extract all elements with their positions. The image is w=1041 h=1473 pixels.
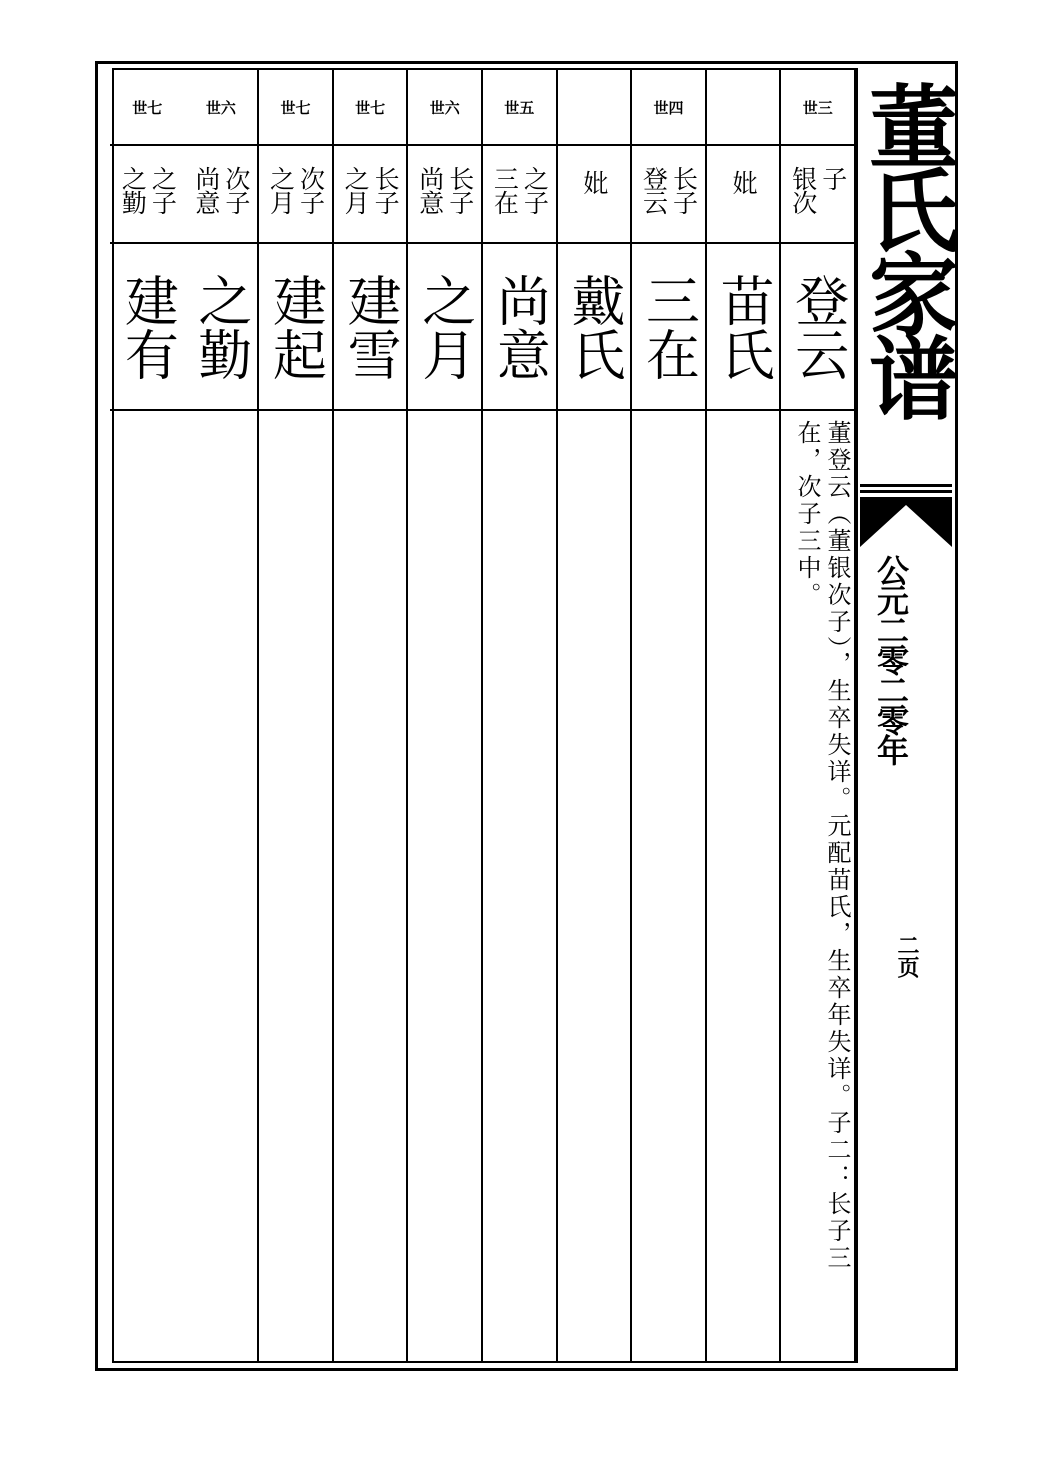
- person-name: 之月: [413, 272, 477, 381]
- person-name: 戴氏: [562, 272, 626, 381]
- relation-line: 次子: [296, 166, 326, 214]
- biography-text: [792, 420, 852, 1272]
- name-cell: [483, 244, 556, 411]
- relation-line: 长子: [669, 166, 699, 214]
- person-name: 苗氏: [712, 272, 776, 381]
- relation-cell: [408, 146, 481, 244]
- name-cell: [334, 244, 407, 411]
- relation-line: 之月: [341, 166, 371, 214]
- relation-line: 之勤: [118, 166, 148, 214]
- relation-cell: [483, 146, 556, 244]
- person-name: 尚意: [488, 272, 552, 381]
- year-label: 公元二零二零年: [872, 554, 910, 764]
- name-cell: [781, 244, 854, 411]
- table-column: [707, 70, 782, 1361]
- relation-line: 之月: [266, 166, 296, 214]
- relation-line: 妣: [729, 170, 759, 194]
- relation-line: 次子: [221, 166, 251, 214]
- relation-line: 妣: [579, 170, 609, 194]
- generation-cell: 世七: [259, 70, 332, 146]
- relation-cell: [334, 146, 407, 244]
- genealogy-table: [112, 68, 858, 1363]
- table-column: [781, 70, 856, 1361]
- name-cell: [707, 244, 780, 411]
- name-cell: [558, 244, 631, 411]
- relation-line: 尚意: [415, 166, 445, 214]
- title-divider: [860, 490, 952, 493]
- relation-cell: [185, 146, 258, 244]
- generation-cell: 世六: [185, 70, 258, 146]
- person-name: 登云: [786, 272, 850, 381]
- relation-cell: [558, 146, 631, 244]
- name-cell: [110, 244, 185, 411]
- document-title: 董氏家谱: [853, 80, 959, 416]
- relation-line: 银次: [788, 166, 818, 214]
- generation-cell: 世六: [408, 70, 481, 146]
- relation-line: 之子: [148, 166, 178, 214]
- relation-line: 长子: [445, 166, 475, 214]
- person-name: 建雪: [339, 272, 403, 381]
- table-column: [259, 70, 334, 1361]
- table-column: [185, 70, 260, 1361]
- relation-cell: [632, 146, 705, 244]
- relation-line: 尚意: [191, 166, 221, 214]
- relation-line: 长子: [371, 166, 401, 214]
- page-number: 二页: [894, 934, 920, 978]
- relation-cell: [707, 146, 780, 244]
- generation-cell: [558, 70, 631, 146]
- table-column: [632, 70, 707, 1361]
- generation-cell: [707, 70, 780, 146]
- relation-cell: [781, 146, 854, 244]
- biography-line: 董登云（董银次子），生卒失详。元配苗氏，生卒年失详。子二：长子三: [823, 420, 851, 1272]
- generation-cell: 世七: [334, 70, 407, 146]
- chevron-ornament: [860, 497, 952, 547]
- person-name: 之勤: [189, 272, 253, 381]
- name-cell: [408, 244, 481, 411]
- generation-cell: 世五: [483, 70, 556, 146]
- relation-line: 之子: [520, 166, 550, 214]
- table-column: [408, 70, 483, 1361]
- table-column: [483, 70, 558, 1361]
- person-name: 建起: [264, 272, 328, 381]
- relation-line: 子: [818, 166, 848, 190]
- relation-cell: [110, 146, 185, 244]
- title-divider: [860, 484, 952, 487]
- name-cell: [632, 244, 705, 411]
- table-column: [558, 70, 633, 1361]
- relation-line: 三在: [490, 166, 520, 214]
- table-column: [110, 70, 185, 1361]
- relation-cell: [259, 146, 332, 244]
- generation-cell: 世三: [781, 70, 854, 146]
- relation-line: 登云: [639, 166, 669, 214]
- generation-cell: 世四: [632, 70, 705, 146]
- person-name: 三在: [637, 272, 701, 381]
- table-column: [334, 70, 409, 1361]
- person-name: 建有: [116, 272, 180, 381]
- biography-line: 在，次子三中。: [793, 420, 821, 609]
- name-cell: [259, 244, 332, 411]
- name-cell: [185, 244, 258, 411]
- generation-cell: 世七: [110, 70, 185, 146]
- side-banner: [853, 64, 959, 1366]
